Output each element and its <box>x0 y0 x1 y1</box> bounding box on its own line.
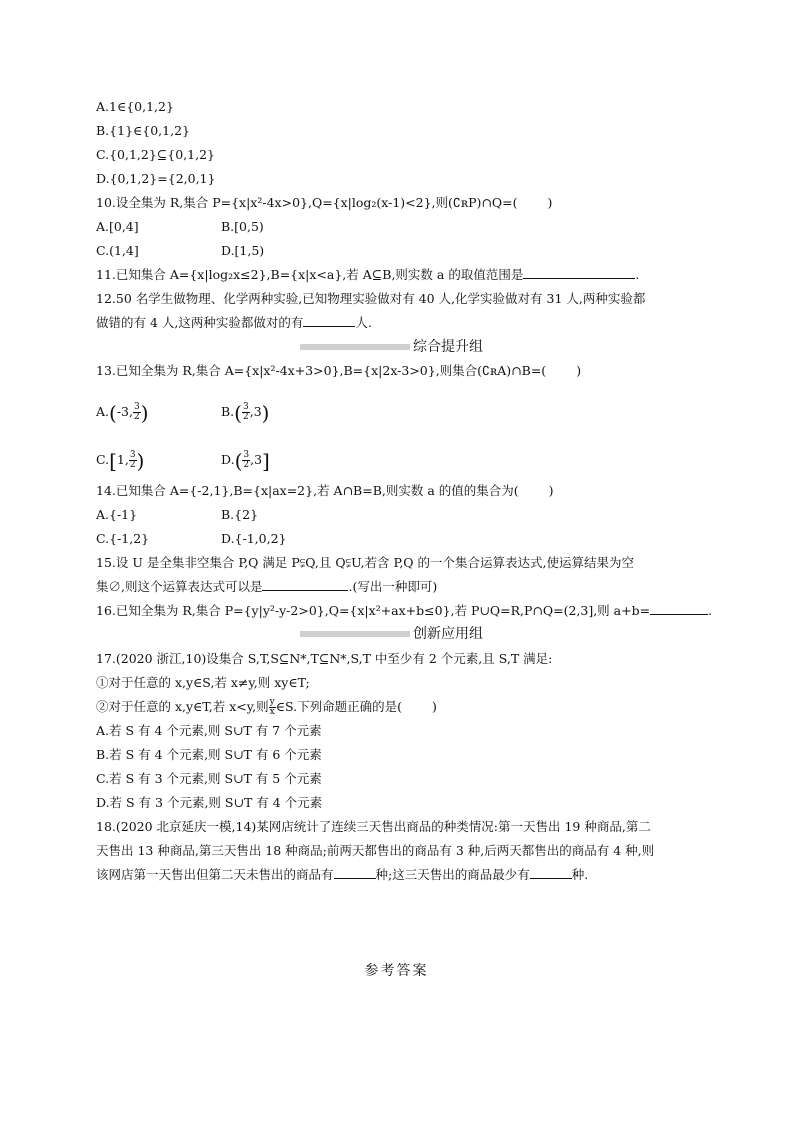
frac-den: 2 <box>129 460 136 470</box>
q10-option-c: C.(1,4] <box>96 243 139 258</box>
q13-option-a: A.(-3, $\frac{3}{2}$ ) <box>96 401 149 425</box>
q11-stem: 11.已知集合 A={x|log₂x≤2},B={x|x<a},若 A⊆B,则实数 a 的取值范围是 <box>96 267 524 282</box>
answer-blank <box>334 866 376 879</box>
q10-stem-text: 10.设全集为 R,集合 P={x|x²-4x>0},Q={x|log₂(x-1)<2},则(∁ʀP)∩Q=( <box>96 195 518 210</box>
frac-num: 3 <box>133 402 140 412</box>
q9-option-c: C.{0,1,2}⊆{0,1,2} <box>96 147 215 162</box>
q14-option-a: A.{-1} <box>96 507 138 522</box>
q14-option-d: D.{-1,0,2} <box>221 531 287 546</box>
answer-blank <box>650 602 708 615</box>
section-header-comprehensive <box>0 337 793 357</box>
q16 <box>96 602 712 620</box>
q13-option-b: B.( $\frac{3}{2}$ ,3) <box>221 401 270 425</box>
q14-stem <box>96 482 554 500</box>
q18-line1: 18.(2020 北京延庆一模,14)某网店统计了连续三天售出商品的种类情况:第一天售出 19 种商品,第二 <box>96 819 651 834</box>
q10-option-a: A.[0,4] <box>96 219 139 234</box>
q10-stem-end: ) <box>547 195 553 210</box>
q14-option-b: B.{2} <box>221 507 259 522</box>
frac-num: 3 <box>242 402 249 412</box>
q17-option-b: B.若 S 有 4 个元素,则 S∪T 有 6 个元素 <box>96 747 322 762</box>
q14-option-c: C.{-1,2} <box>96 531 150 546</box>
option-prefix: B. <box>221 404 235 419</box>
q17-option-a: A.若 S 有 4 个元素,则 S∪T 有 7 个元素 <box>96 723 322 738</box>
q10-option-b: B.[0,5) <box>221 219 264 234</box>
fraction <box>133 403 141 422</box>
q17-stem: 17.(2020 浙江,10)设集合 S,T,S⊆N*,T⊆N*,S,T 中至少有 2 个元素,且 S,T 满足: <box>96 651 553 666</box>
q15-line2 <box>96 578 437 596</box>
option-prefix: C. <box>96 452 110 467</box>
q12-line2-text: 做错的有 4 人,这两种实验都做对的有 <box>96 315 304 330</box>
q14-stem-text: 14.已知集合 A={-2,1},B={x|ax=2},若 A∩B=B,则实数 a 的值的集合为( <box>96 483 519 498</box>
cond2-post: ∈S.下列命题正确的是( <box>275 699 402 714</box>
section-bar <box>300 631 410 637</box>
frac-den: 2 <box>242 412 249 422</box>
interval-right: ,3 <box>249 404 262 419</box>
frac-num: 3 <box>243 450 250 460</box>
fraction <box>242 403 250 422</box>
answer-section-title: 参考答案 <box>364 963 429 979</box>
answer-blank <box>530 866 572 879</box>
q13-stem <box>96 362 581 380</box>
q9-option-b: B.{1}∈{0,1,2} <box>96 123 190 138</box>
q18-line3-c: 种. <box>571 867 589 882</box>
q17-condition-2 <box>96 698 437 717</box>
q15-line2-text: 集∅,则这个运算表达式可以是 <box>96 579 263 594</box>
q18-line3-a: 该网店第一天售出但第二天未售出的商品有 <box>96 867 334 882</box>
q15-line1: 15.设 U 是全集非空集合 P,Q 满足 P⫋Q,且 Q⫋U,若含 P,Q 的一个集合运算表达式,使运算结果为空 <box>96 555 634 570</box>
q10-option-d: D.[1,5) <box>221 243 265 258</box>
q18-line3 <box>96 866 588 884</box>
q12-line2 <box>96 314 372 332</box>
cond2-end: ) <box>432 699 437 714</box>
q16-stem: 16.已知全集为 R,集合 P={y|y²-y-2>0},Q={x|x²+ax+b≤0},若 P∪Q=R,P∩Q=(2,3],则 a+b= <box>96 603 651 618</box>
cond2-pre: ②对于任意的 x,y∈T,若 x<y,则 <box>96 699 269 714</box>
interval-left: 1, <box>116 452 129 467</box>
section-title: 综合提升组 <box>413 339 483 355</box>
q17-condition-1: ①对于任意的 x,y∈S,若 x≠y,则 xy∈T; <box>96 675 310 690</box>
q18-line3-b: 种;这三天售出的商品最少有 <box>375 867 530 882</box>
q10-stem <box>96 194 552 212</box>
interval-right: ,3 <box>250 452 263 467</box>
section-header-innovative <box>0 624 793 644</box>
q17-option-d: D.若 S 有 3 个元素,则 S∪T 有 4 个元素 <box>96 795 323 810</box>
frac-den: x <box>269 707 275 717</box>
q13-stem-end: ) <box>576 363 582 378</box>
option-prefix: A. <box>96 404 110 419</box>
fraction <box>242 451 250 470</box>
answer-blank <box>523 266 635 279</box>
frac-num: 3 <box>129 450 136 460</box>
interval-left: -3, <box>116 404 133 419</box>
q13-stem-text: 13.已知全集为 R,集合 A={x|x²-4x+3>0},B={x|2x-3>0},则集合(∁ʀA)∩B=( <box>96 363 547 378</box>
q12-end: 人. <box>355 315 372 330</box>
section-title: 创新应用组 <box>413 626 483 642</box>
q11-end: . <box>635 267 640 282</box>
fraction <box>269 698 276 717</box>
option-prefix: D. <box>221 452 235 467</box>
q16-end: . <box>708 603 713 618</box>
frac-num: y <box>269 697 275 707</box>
q14-stem-end: ) <box>548 483 554 498</box>
q12-line1: 12.50 名学生做物理、化学两种实验,已知物理实验做对有 40 人,化学实验做对有 31 人,两种实验都 <box>96 291 646 306</box>
q17-option-c: C.若 S 有 3 个元素,则 S∪T 有 5 个元素 <box>96 771 322 786</box>
frac-den: 2 <box>243 460 250 470</box>
q9-option-a: A.1∈{0,1,2} <box>96 99 174 114</box>
fraction <box>129 451 137 470</box>
q9-option-d: D.{0,1,2}={2,0,1} <box>96 171 216 186</box>
q18-line2: 天售出 13 种商品,第三天售出 18 种商品;前两天都售出的商品有 3 种,后两天都售出的商品有 4 种,则 <box>96 843 655 858</box>
q15-end: .(写出一种即可) <box>348 579 438 594</box>
answer-blank <box>262 578 348 591</box>
q13-option-c: C.[1, $\frac{3}{2}$ ) <box>96 449 145 473</box>
q10-options-row1 <box>96 218 139 236</box>
q13-option-d: D.( $\frac{3}{2}$ ,3] <box>221 449 270 473</box>
frac-den: 2 <box>133 412 140 422</box>
q11 <box>96 266 639 284</box>
section-bar <box>300 344 410 350</box>
answer-blank <box>303 314 355 327</box>
